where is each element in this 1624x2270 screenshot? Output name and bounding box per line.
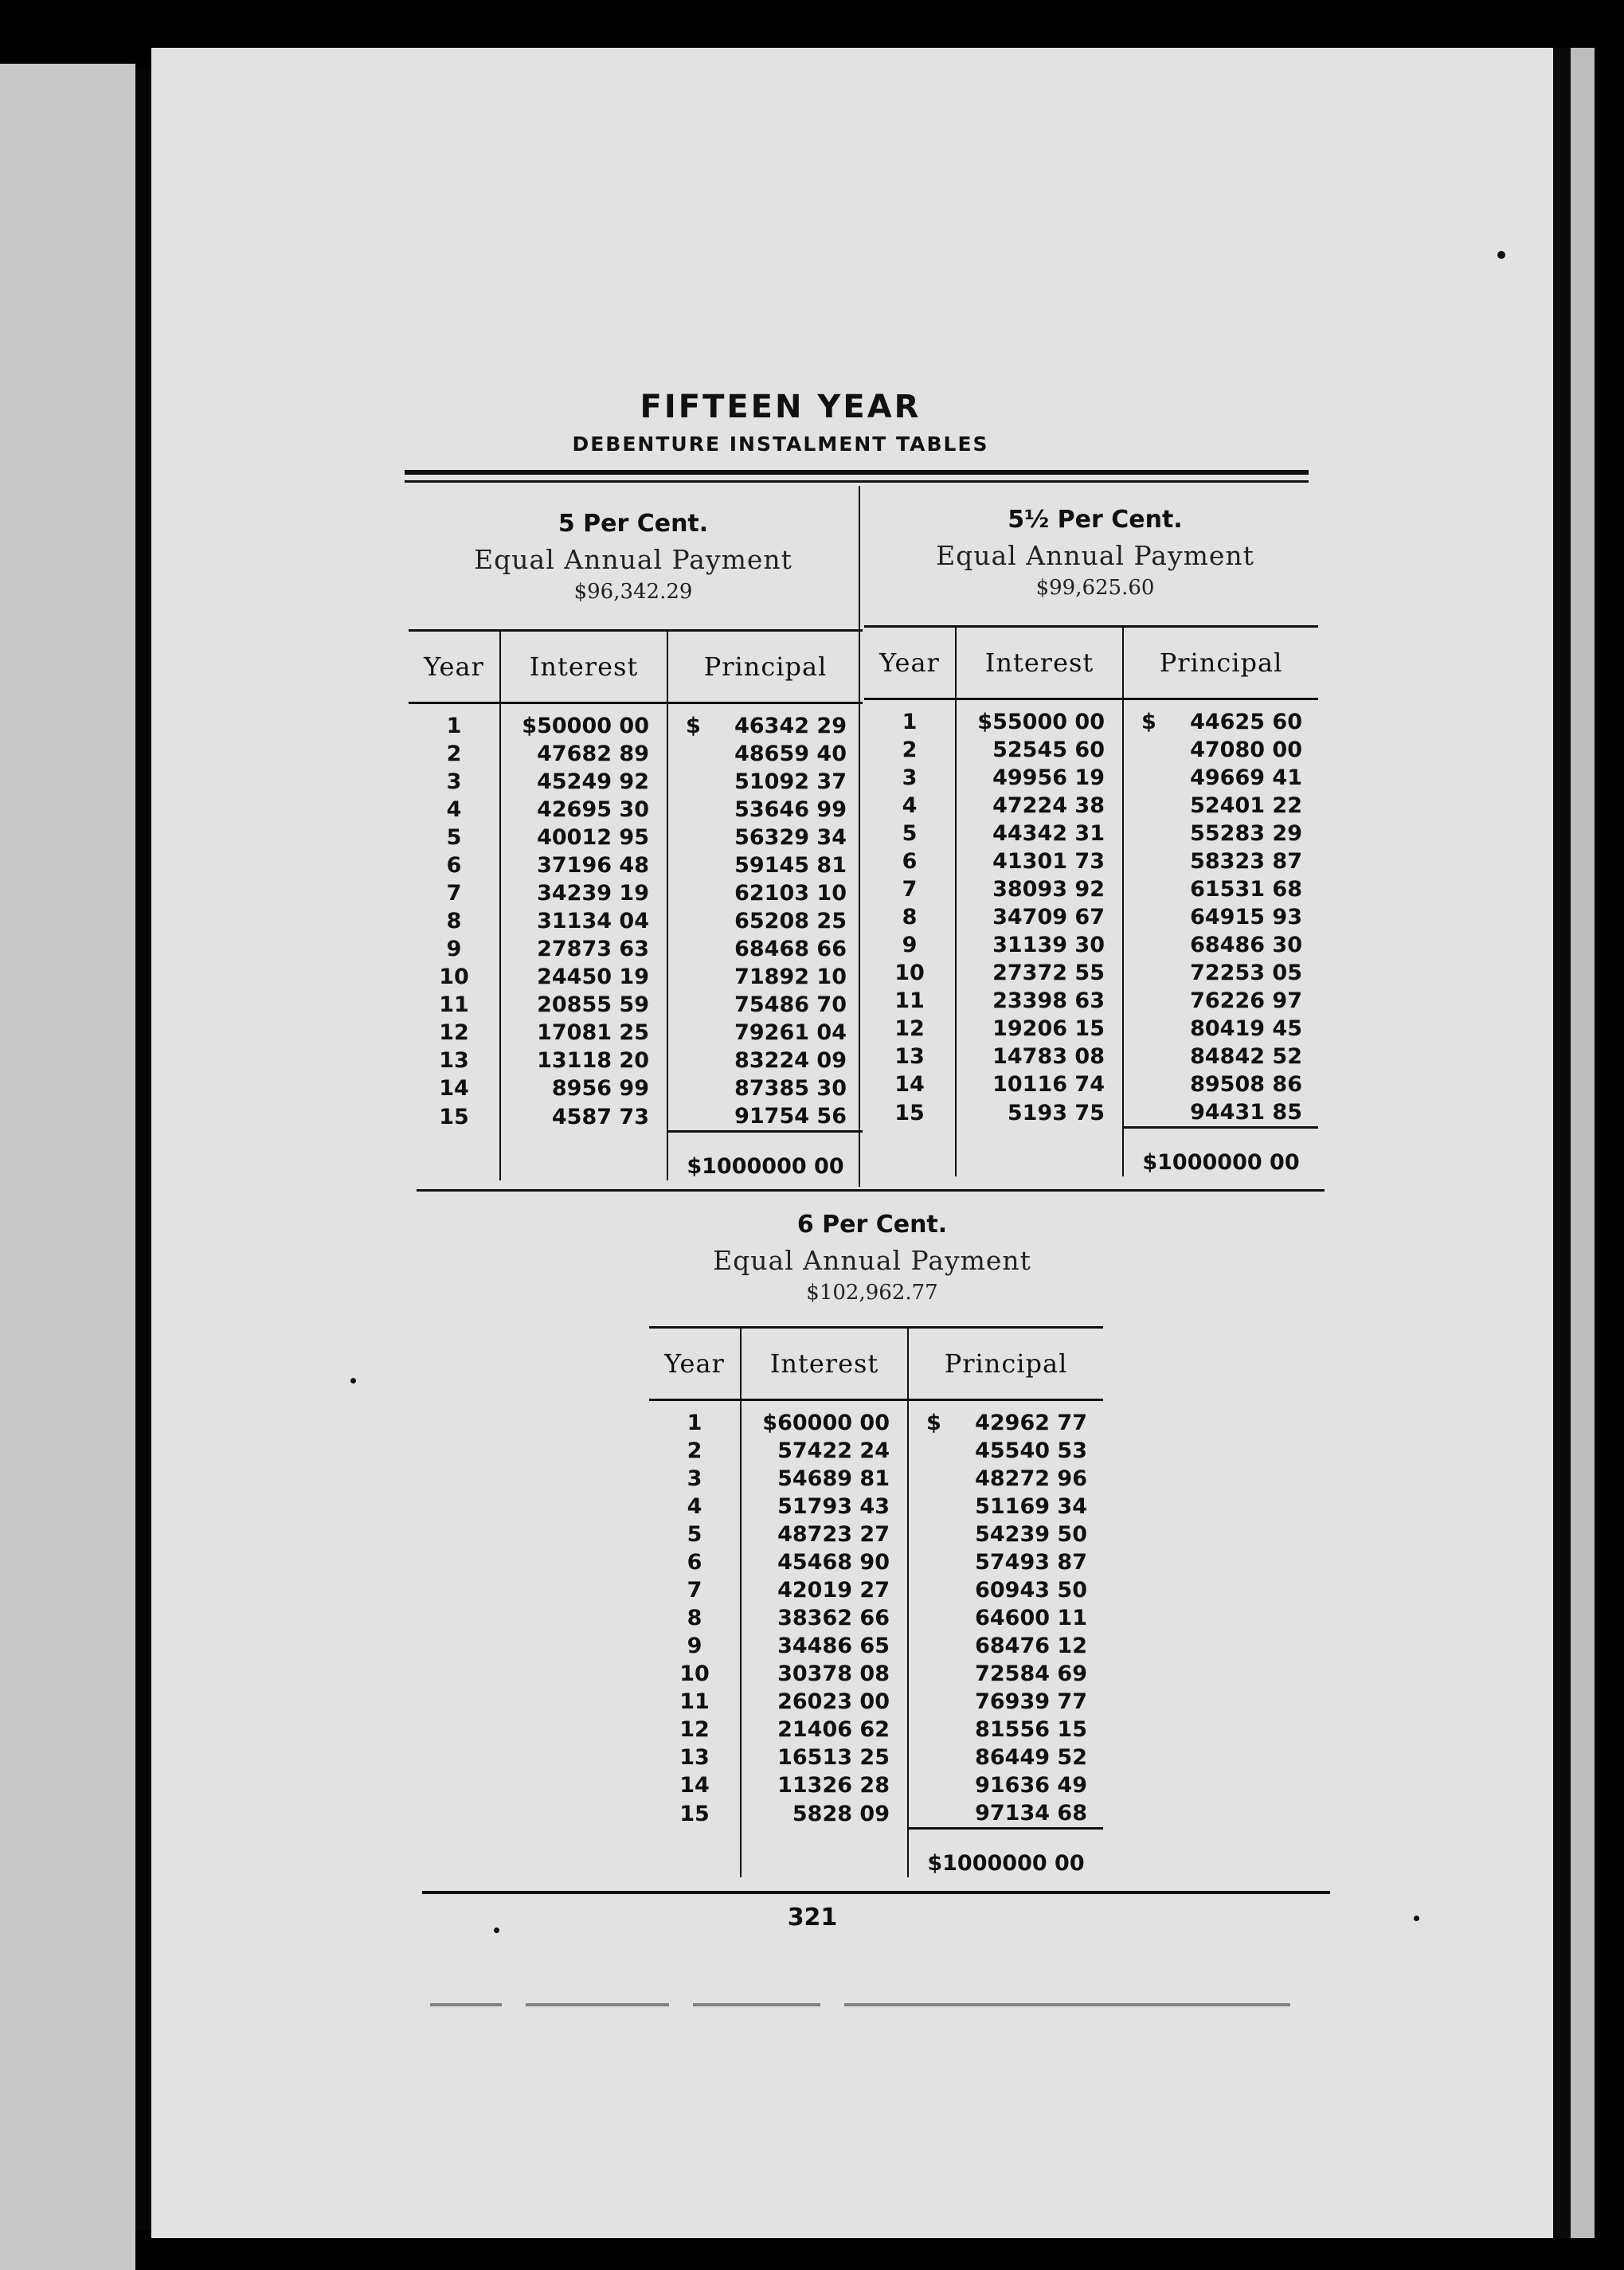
col-header-year: Year bbox=[409, 631, 500, 703]
empty-cell bbox=[864, 1128, 956, 1177]
adjacent-page bbox=[0, 64, 135, 2270]
year-cell: 15 bbox=[649, 1799, 741, 1829]
interest-cell: 54689 81 bbox=[741, 1465, 908, 1493]
table-row bbox=[649, 1576, 1103, 1604]
table-row bbox=[649, 1400, 1103, 1438]
interest-cell: 23398 63 bbox=[956, 987, 1123, 1015]
payment-label: Equal Annual Payment bbox=[474, 544, 792, 575]
principal-cell bbox=[908, 1716, 1103, 1744]
principal-cell bbox=[908, 1632, 1103, 1660]
interest-cell: 40012 95 bbox=[500, 824, 667, 851]
interest-cell: $50000 00 bbox=[500, 703, 667, 741]
speck bbox=[1497, 251, 1505, 259]
principal-cell bbox=[1123, 903, 1318, 931]
table-row bbox=[649, 1716, 1103, 1744]
principal-value: 91754 56 bbox=[734, 1104, 847, 1129]
bottom-rule bbox=[422, 1891, 1330, 1894]
year-cell: 8 bbox=[864, 903, 956, 931]
table-row bbox=[649, 1688, 1103, 1716]
principal-value: 81556 15 bbox=[975, 1717, 1087, 1742]
double-rule-top bbox=[405, 470, 1309, 475]
year-cell: 15 bbox=[409, 1102, 500, 1132]
principal-value: 87385 30 bbox=[734, 1076, 847, 1101]
year-cell: 8 bbox=[649, 1604, 741, 1632]
table-row bbox=[409, 824, 863, 851]
principal-value: 56329 34 bbox=[734, 825, 847, 850]
scan-border bbox=[1571, 48, 1595, 2238]
year-cell: 12 bbox=[864, 1015, 956, 1043]
year-cell: 14 bbox=[409, 1074, 500, 1102]
amortization-table-5-5pc bbox=[864, 625, 1318, 1176]
year-cell: 2 bbox=[409, 740, 500, 768]
page-edge bbox=[1553, 48, 1571, 2238]
speck bbox=[1414, 1916, 1419, 1921]
year-cell: 5 bbox=[649, 1521, 741, 1548]
principal-value: 72253 05 bbox=[1190, 961, 1302, 985]
table-row bbox=[649, 1548, 1103, 1576]
empty-cell bbox=[409, 1132, 500, 1181]
table-row bbox=[864, 820, 1318, 847]
principal-cell bbox=[908, 1400, 1103, 1438]
year-cell: 10 bbox=[409, 963, 500, 991]
principal-cell bbox=[667, 907, 863, 935]
year-cell: 3 bbox=[864, 764, 956, 792]
col-header-principal: Principal bbox=[1123, 627, 1318, 699]
year-cell: 14 bbox=[649, 1771, 741, 1799]
principal-value: 80419 45 bbox=[1190, 1016, 1302, 1041]
table-row bbox=[864, 903, 1318, 931]
principal-value: 52401 22 bbox=[1190, 793, 1302, 818]
interest-cell: 10116 74 bbox=[956, 1070, 1123, 1098]
table-row bbox=[864, 764, 1318, 792]
principal-value: 60943 50 bbox=[975, 1578, 1087, 1603]
principal-value: 64915 93 bbox=[1190, 905, 1302, 930]
speck bbox=[494, 1928, 499, 1933]
interest-cell: 14783 08 bbox=[956, 1043, 1123, 1070]
table-row bbox=[649, 1632, 1103, 1660]
principal-cell bbox=[908, 1604, 1103, 1632]
interest-cell: 31134 04 bbox=[500, 907, 667, 935]
principal-total: $1000000 00 bbox=[908, 1829, 1103, 1878]
table-heading-5pc bbox=[414, 510, 852, 604]
principal-cell bbox=[908, 1771, 1103, 1799]
principal-value: 48659 40 bbox=[734, 742, 847, 766]
principal-cell bbox=[1123, 1070, 1318, 1098]
principal-cell bbox=[1123, 1043, 1318, 1070]
amortization-table-6pc bbox=[649, 1326, 1103, 1877]
page-number: 321 bbox=[787, 1904, 838, 1931]
interest-cell: 19206 15 bbox=[956, 1015, 1123, 1043]
principal-value: 47080 00 bbox=[1190, 738, 1302, 762]
year-cell: 3 bbox=[649, 1465, 741, 1493]
year-cell: 9 bbox=[409, 935, 500, 963]
year-cell: 13 bbox=[409, 1047, 500, 1074]
page-title: FIFTEEN YEAR bbox=[640, 389, 922, 425]
payment-amount: $99,625.60 bbox=[1035, 576, 1155, 600]
interest-cell: 21406 62 bbox=[741, 1716, 908, 1744]
interest-cell: 31139 30 bbox=[956, 931, 1123, 959]
principal-cell bbox=[1123, 820, 1318, 847]
principal-value: 72584 69 bbox=[975, 1661, 1087, 1686]
interest-cell: 17081 25 bbox=[500, 1019, 667, 1047]
principal-value: 45540 53 bbox=[975, 1438, 1087, 1463]
interest-cell: 42695 30 bbox=[500, 796, 667, 824]
payment-amount: $96,342.29 bbox=[573, 580, 693, 604]
col-header-year: Year bbox=[649, 1328, 741, 1400]
interest-cell: 42019 27 bbox=[741, 1576, 908, 1604]
year-cell: 1 bbox=[649, 1400, 741, 1438]
interest-cell: 45468 90 bbox=[741, 1548, 908, 1576]
principal-cell bbox=[1123, 847, 1318, 875]
principal-cell bbox=[667, 991, 863, 1019]
table-row bbox=[409, 907, 863, 935]
principal-total: $1000000 00 bbox=[1123, 1128, 1318, 1177]
principal-cell bbox=[667, 1019, 863, 1047]
interest-cell: 48723 27 bbox=[741, 1521, 908, 1548]
principal-cell bbox=[667, 703, 863, 741]
interest-cell: 8956 99 bbox=[500, 1074, 667, 1102]
year-cell: 10 bbox=[649, 1660, 741, 1688]
rate-label: 5 Per Cent. bbox=[558, 510, 709, 538]
principal-value: 83224 09 bbox=[734, 1048, 847, 1073]
book-spine bbox=[135, 68, 151, 2230]
table-row bbox=[649, 1771, 1103, 1799]
year-cell: 9 bbox=[864, 931, 956, 959]
principal-cell bbox=[908, 1688, 1103, 1716]
year-cell: 4 bbox=[649, 1493, 741, 1521]
interest-cell: 34486 65 bbox=[741, 1632, 908, 1660]
year-cell: 7 bbox=[409, 879, 500, 907]
year-cell: 12 bbox=[409, 1019, 500, 1047]
table-row bbox=[409, 1047, 863, 1074]
principal-value: 51092 37 bbox=[734, 769, 847, 794]
payment-label: Equal Annual Payment bbox=[713, 1245, 1031, 1276]
interest-cell: 27873 63 bbox=[500, 935, 667, 963]
interest-cell: $55000 00 bbox=[956, 699, 1123, 737]
table-row bbox=[864, 1070, 1318, 1098]
payment-amount: $102,962.77 bbox=[806, 1281, 938, 1305]
principal-cell bbox=[908, 1660, 1103, 1688]
table-row bbox=[864, 959, 1318, 987]
principal-value: 49669 41 bbox=[1190, 765, 1302, 790]
principal-cell bbox=[1123, 1015, 1318, 1043]
year-cell: 2 bbox=[864, 736, 956, 764]
interest-cell: 5828 09 bbox=[741, 1799, 908, 1829]
scan-smudge bbox=[844, 2003, 1290, 2006]
total-row bbox=[649, 1829, 1103, 1878]
principal-cell bbox=[667, 1047, 863, 1074]
principal-value: 57493 87 bbox=[975, 1550, 1087, 1575]
col-header-year: Year bbox=[864, 627, 956, 699]
principal-value: 64600 11 bbox=[975, 1606, 1087, 1630]
table-row bbox=[864, 736, 1318, 764]
col-header-interest: Interest bbox=[956, 627, 1123, 699]
empty-cell bbox=[956, 1128, 1123, 1177]
table-row bbox=[409, 1074, 863, 1102]
principal-value: 68468 66 bbox=[734, 937, 847, 961]
interest-cell: 13118 20 bbox=[500, 1047, 667, 1074]
interest-cell: 11326 28 bbox=[741, 1771, 908, 1799]
principal-cell bbox=[908, 1576, 1103, 1604]
year-cell: 7 bbox=[649, 1576, 741, 1604]
principal-cell bbox=[667, 796, 863, 824]
principal-value: 55283 29 bbox=[1190, 821, 1302, 846]
principal-value: 75486 70 bbox=[734, 992, 847, 1017]
interest-cell: 44342 31 bbox=[956, 820, 1123, 847]
principal-cell bbox=[667, 851, 863, 879]
interest-cell: 41301 73 bbox=[956, 847, 1123, 875]
table-row bbox=[409, 1102, 863, 1132]
principal-cell bbox=[1123, 764, 1318, 792]
interest-cell: 20855 59 bbox=[500, 991, 667, 1019]
year-cell: 2 bbox=[649, 1437, 741, 1465]
table-row bbox=[864, 1098, 1318, 1128]
principal-value: 54239 50 bbox=[975, 1522, 1087, 1547]
table-row bbox=[864, 1015, 1318, 1043]
principal-value: 58323 87 bbox=[1190, 849, 1302, 874]
amortization-table-5pc bbox=[409, 629, 863, 1180]
dollar-sign: $ bbox=[686, 714, 701, 738]
interest-cell: 47224 38 bbox=[956, 792, 1123, 820]
year-cell: 13 bbox=[864, 1043, 956, 1070]
scan-smudge bbox=[430, 2003, 502, 2006]
principal-cell bbox=[667, 1102, 863, 1132]
dollar-sign: $ bbox=[1141, 710, 1156, 734]
table-row bbox=[409, 991, 863, 1019]
table-row bbox=[864, 875, 1318, 903]
interest-cell: 5193 75 bbox=[956, 1098, 1123, 1128]
principal-cell bbox=[1123, 931, 1318, 959]
table-row bbox=[649, 1521, 1103, 1548]
table-row bbox=[649, 1799, 1103, 1829]
principal-value: 76226 97 bbox=[1190, 988, 1302, 1013]
interest-cell: $60000 00 bbox=[741, 1400, 908, 1438]
principal-value: 84842 52 bbox=[1190, 1044, 1302, 1069]
speck bbox=[350, 1378, 356, 1384]
principal-cell bbox=[667, 963, 863, 991]
scan-smudge bbox=[693, 2003, 820, 2006]
principal-value: 68486 30 bbox=[1190, 933, 1302, 957]
principal-cell bbox=[908, 1548, 1103, 1576]
principal-value: 89508 86 bbox=[1190, 1072, 1302, 1097]
interest-cell: 52545 60 bbox=[956, 736, 1123, 764]
principal-value: 42962 77 bbox=[975, 1411, 1087, 1435]
col-header-interest: Interest bbox=[500, 631, 667, 703]
table-row bbox=[409, 935, 863, 963]
principal-cell bbox=[667, 879, 863, 907]
interest-cell: 24450 19 bbox=[500, 963, 667, 991]
principal-value: 97134 68 bbox=[975, 1801, 1087, 1826]
principal-value: 46342 29 bbox=[734, 714, 847, 738]
principal-cell bbox=[1123, 959, 1318, 987]
principal-value: 79261 04 bbox=[734, 1020, 847, 1045]
principal-value: 62103 10 bbox=[734, 881, 847, 906]
year-cell: 13 bbox=[649, 1744, 741, 1771]
principal-cell bbox=[908, 1493, 1103, 1521]
interest-cell: 47682 89 bbox=[500, 740, 667, 768]
year-cell: 9 bbox=[649, 1632, 741, 1660]
year-cell: 1 bbox=[409, 703, 500, 741]
interest-cell: 4587 73 bbox=[500, 1102, 667, 1132]
table-row bbox=[649, 1604, 1103, 1632]
interest-cell: 38093 92 bbox=[956, 875, 1123, 903]
rate-label: 6 Per Cent. bbox=[796, 1211, 948, 1239]
principal-value: 71892 10 bbox=[734, 965, 847, 989]
principal-cell bbox=[1123, 699, 1318, 737]
principal-value: 94431 85 bbox=[1190, 1100, 1302, 1125]
rate-label: 5½ Per Cent. bbox=[1008, 506, 1183, 534]
principal-value: 44625 60 bbox=[1190, 710, 1302, 734]
principal-total: $1000000 00 bbox=[667, 1132, 863, 1181]
interest-cell: 16513 25 bbox=[741, 1744, 908, 1771]
table-row bbox=[649, 1437, 1103, 1465]
year-cell: 4 bbox=[864, 792, 956, 820]
principal-cell bbox=[908, 1799, 1103, 1829]
year-cell: 12 bbox=[649, 1716, 741, 1744]
table-row bbox=[864, 1043, 1318, 1070]
principal-value: 59145 81 bbox=[734, 853, 847, 878]
year-cell: 6 bbox=[864, 847, 956, 875]
year-cell: 4 bbox=[409, 796, 500, 824]
table-row bbox=[409, 768, 863, 796]
year-cell: 15 bbox=[864, 1098, 956, 1128]
year-cell: 5 bbox=[864, 820, 956, 847]
table-heading-5-5pc bbox=[876, 506, 1314, 600]
interest-cell: 34239 19 bbox=[500, 879, 667, 907]
principal-cell bbox=[908, 1521, 1103, 1548]
table-row bbox=[409, 879, 863, 907]
scan-smudge bbox=[526, 2003, 669, 2006]
year-cell: 10 bbox=[864, 959, 956, 987]
principal-cell bbox=[667, 740, 863, 768]
interest-cell: 30378 08 bbox=[741, 1660, 908, 1688]
table-row bbox=[649, 1744, 1103, 1771]
table-row bbox=[649, 1493, 1103, 1521]
table-row bbox=[409, 963, 863, 991]
year-cell: 5 bbox=[409, 824, 500, 851]
table-row bbox=[649, 1660, 1103, 1688]
principal-cell bbox=[908, 1437, 1103, 1465]
principal-value: 68476 12 bbox=[975, 1634, 1087, 1658]
year-cell: 7 bbox=[864, 875, 956, 903]
year-cell: 6 bbox=[649, 1548, 741, 1576]
year-cell: 1 bbox=[864, 699, 956, 737]
empty-cell bbox=[741, 1829, 908, 1878]
interest-cell: 45249 92 bbox=[500, 768, 667, 796]
table-row bbox=[409, 796, 863, 824]
empty-cell bbox=[500, 1132, 667, 1181]
table-row bbox=[864, 699, 1318, 737]
year-cell: 6 bbox=[409, 851, 500, 879]
interest-cell: 27372 55 bbox=[956, 959, 1123, 987]
empty-cell bbox=[649, 1829, 741, 1878]
interest-cell: 51793 43 bbox=[741, 1493, 908, 1521]
year-cell: 11 bbox=[409, 991, 500, 1019]
year-cell: 3 bbox=[409, 768, 500, 796]
principal-cell bbox=[908, 1465, 1103, 1493]
interest-cell: 26023 00 bbox=[741, 1688, 908, 1716]
interest-cell: 38362 66 bbox=[741, 1604, 908, 1632]
principal-cell bbox=[1123, 987, 1318, 1015]
principal-value: 91636 49 bbox=[975, 1773, 1087, 1798]
page-subtitle: DEBENTURE INSTALMENT TABLES bbox=[572, 432, 989, 456]
interest-cell: 49956 19 bbox=[956, 764, 1123, 792]
principal-cell bbox=[667, 935, 863, 963]
col-header-principal: Principal bbox=[908, 1328, 1103, 1400]
double-rule-bottom bbox=[405, 480, 1309, 483]
table-row bbox=[864, 792, 1318, 820]
col-header-principal: Principal bbox=[667, 631, 863, 703]
principal-value: 53646 99 bbox=[734, 797, 847, 822]
principal-cell bbox=[667, 768, 863, 796]
principal-cell bbox=[1123, 1098, 1318, 1128]
principal-value: 65208 25 bbox=[734, 909, 847, 933]
dollar-sign: $ bbox=[926, 1411, 941, 1435]
table-row bbox=[864, 847, 1318, 875]
year-cell: 11 bbox=[649, 1688, 741, 1716]
table-row bbox=[409, 1019, 863, 1047]
interest-cell: 57422 24 bbox=[741, 1437, 908, 1465]
principal-cell bbox=[667, 1074, 863, 1102]
interest-cell: 34709 67 bbox=[956, 903, 1123, 931]
table-row bbox=[649, 1465, 1103, 1493]
principal-cell bbox=[1123, 875, 1318, 903]
table-row bbox=[409, 703, 863, 741]
principal-value: 48272 96 bbox=[975, 1466, 1087, 1491]
payment-label: Equal Annual Payment bbox=[936, 540, 1254, 571]
year-cell: 11 bbox=[864, 987, 956, 1015]
table-row bbox=[864, 987, 1318, 1015]
table-row bbox=[864, 931, 1318, 959]
table-row bbox=[409, 740, 863, 768]
interest-cell: 37196 48 bbox=[500, 851, 667, 879]
year-cell: 8 bbox=[409, 907, 500, 935]
principal-cell bbox=[1123, 736, 1318, 764]
year-cell: 14 bbox=[864, 1070, 956, 1098]
principal-value: 51169 34 bbox=[975, 1494, 1087, 1519]
section-rule bbox=[417, 1189, 1325, 1192]
total-row bbox=[409, 1132, 863, 1181]
col-header-interest: Interest bbox=[741, 1328, 908, 1400]
table-row bbox=[409, 851, 863, 879]
principal-value: 76939 77 bbox=[975, 1689, 1087, 1714]
total-row bbox=[864, 1128, 1318, 1177]
principal-cell bbox=[908, 1744, 1103, 1771]
table-heading-6pc bbox=[653, 1211, 1091, 1305]
principal-cell bbox=[667, 824, 863, 851]
principal-cell bbox=[1123, 792, 1318, 820]
principal-value: 61531 68 bbox=[1190, 877, 1302, 902]
principal-value: 86449 52 bbox=[975, 1745, 1087, 1770]
